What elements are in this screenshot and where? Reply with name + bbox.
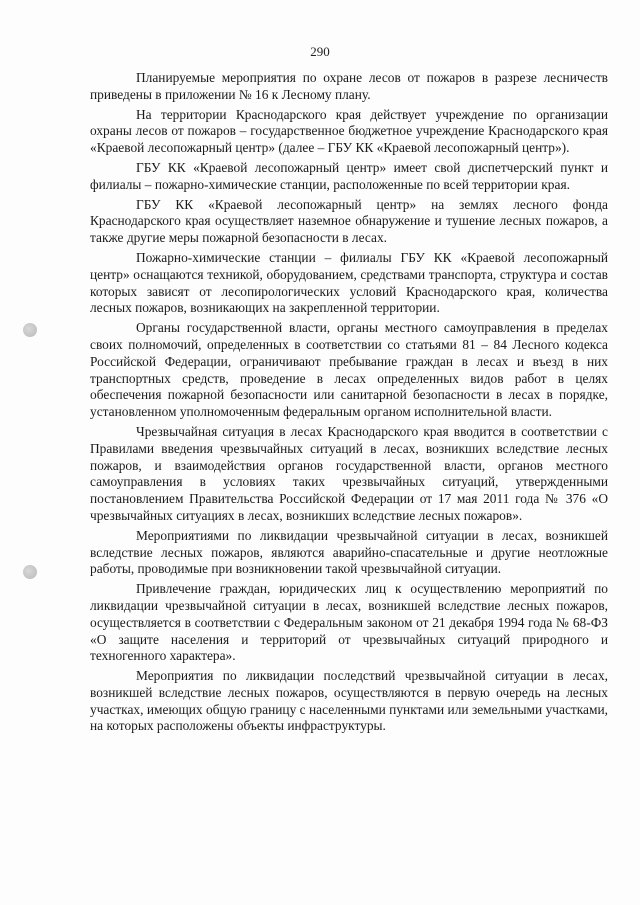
paragraph: Пожарно-химические станции – филиалы ГБУ КК «Краевой лесопожарный центр» оснащаются техникой, оборудованием, средствами транспорта, структура и состав которых зависят от лесопирологических условий Краснодарского края, количества лесных пожаров, возникающих на закрепленной территории.	[90, 249, 608, 316]
punch-hole-bottom	[23, 565, 37, 579]
paragraph: Планируемые мероприятия по охране лесов от пожаров в разрезе лесничеств приведены в приложении № 16 к Лесному плану.	[90, 70, 608, 102]
paragraph: Мероприятия по ликвидации последствий чрезвычайной ситуации в лесах, возникшей вследствие лесных пожаров, осуществляются в первую очередь на лесных участках, имеющих общую границу с населенными пунктами или земельными участками, на которых расположены объекты инфраструктуры.	[90, 668, 608, 734]
paragraph: На территории Краснодарского края действует учреждение по организации охраны лесов от пожаров – государственное бюджетное учреждение Краснодарского края «Краевой лесопожарный центр» (далее – ГБУ КК «Краевой лесопожарный центр»).	[90, 106, 608, 156]
paragraph: Привлечение граждан, юридических лиц к осуществлению мероприятий по ликвидации чрезвычайной ситуации в лесах, возникшей вследствие лесных пожаров, осуществляется в соответствии с Федеральным законом от 21 декабря 1994 года № 68-ФЗ «О защите населения и территорий от чрезвычайных ситуаций природного и техногенного характера».	[90, 581, 608, 664]
paragraph: ГБУ КК «Краевой лесопожарный центр» на землях лесного фонда Краснодарского края осуществляет наземное обнаружение и тушение лесных пожаров, а также другие меры пожарной безопасности в лесах.	[90, 196, 608, 246]
paragraph: Чрезвычайная ситуация в лесах Краснодарского края вводится в соответствии с Правилами введения чрезвычайных ситуаций в лесах, возникших вследствие лесных пожаров, и взаимодействия органов государственной власти, органов местного самоуправления в условиях таких чрезвычайных ситуаций, утвержденными постановлением Правительства Российской Федерации от 17 мая 2011 года № 376 «О чрезвычайных ситуациях в лесах, возникших вследствие лесных пожаров».	[90, 423, 608, 523]
paragraph: Органы государственной власти, органы местного самоуправления в пределах своих полномочий, определенных в соответствии со статьями 81 – 84 Лесного кодекса Российской Федерации, ограничивают пребывание граждан в лесах и въезд в них транспортных средств, проведение в лесах определенных видов работ в целях обеспечения пожарной безопасности или санитарной безопасности в лесах в порядке, установленном уполномоченным федеральным органом исполнительной власти.	[90, 320, 608, 420]
punch-hole-top	[23, 323, 37, 337]
page-number: 290	[310, 44, 330, 59]
paragraph: Мероприятиями по ликвидации чрезвычайной ситуации в лесах, возникшей вследствие лесных пожаров, являются аварийно-спасательные и другие неотложные работы, проводимые при возникновении такой чрезвычайной ситуации.	[90, 527, 608, 577]
paragraph: ГБУ КК «Краевой лесопожарный центр» имеет свой диспетчерский пункт и филиалы – пожарно-химические станции, расположенные по всей территории края.	[90, 159, 608, 192]
document-body	[90, 70, 608, 738]
